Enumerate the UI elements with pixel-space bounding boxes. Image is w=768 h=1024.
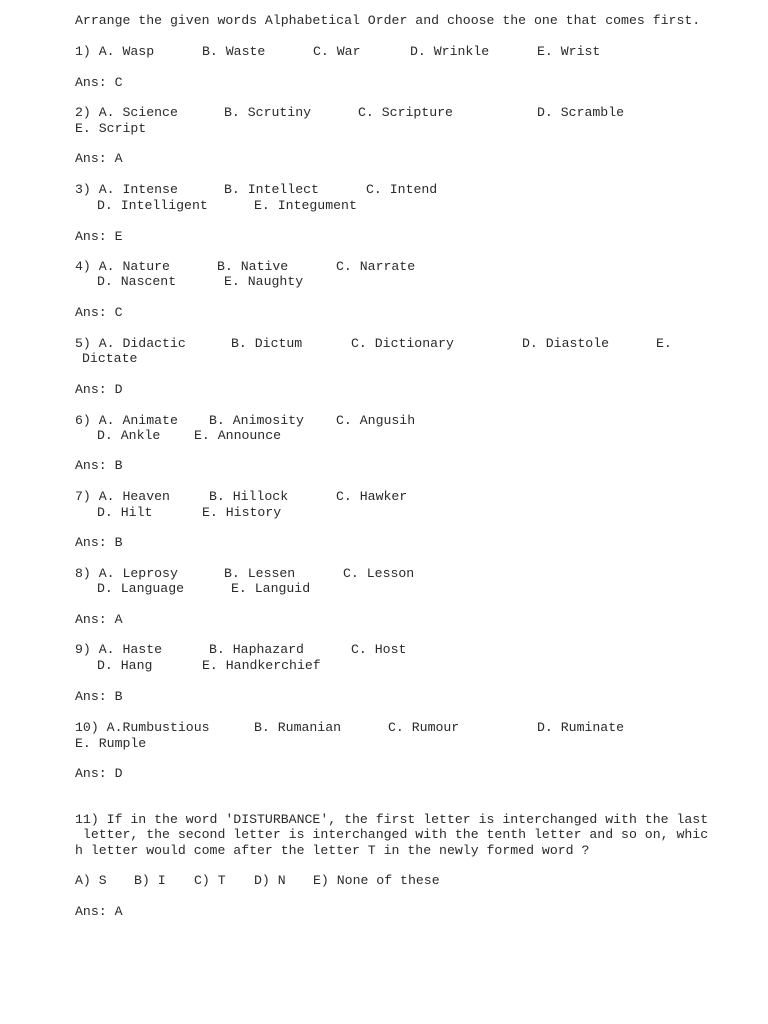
option: C. Rumour (388, 720, 460, 735)
instruction-text: Arrange the given words Alphabetical Order and choose the one that comes first. (75, 13, 701, 28)
option: D. Hilt (97, 505, 153, 520)
option: B) I (134, 873, 166, 888)
option: D. Scramble (537, 105, 625, 120)
option: B. Waste (202, 44, 266, 59)
option: E. Naughty (224, 274, 304, 289)
option: D. Nascent (97, 274, 177, 289)
option: E. History (202, 505, 282, 520)
option: B. Native (217, 259, 289, 274)
option: 3) A. Intense (75, 182, 178, 197)
option: B. Scrutiny (224, 105, 312, 120)
option: D. Language (97, 581, 185, 596)
option: C. Hawker (336, 489, 408, 504)
option: B. Haphazard (209, 642, 304, 657)
answer: Ans: C (75, 75, 123, 90)
option: B. Rumanian (254, 720, 342, 735)
answer: Ans: E (75, 229, 123, 244)
option: E. Integument (254, 198, 357, 213)
option: B. Animosity (209, 413, 304, 428)
option: C. War (313, 44, 361, 59)
option: D. Diastole (522, 336, 610, 351)
answer: Ans: A (75, 151, 123, 166)
option: A) S (75, 873, 107, 888)
option: C. Dictionary (351, 336, 454, 351)
option: C. Angusih (336, 413, 416, 428)
answer: Ans: B (75, 458, 123, 473)
option: C. Intend (366, 182, 438, 197)
option: 2) A. Science (75, 105, 178, 120)
question-text-line: 11) If in the word 'DISTURBANCE', the first letter is interchanged with the last (75, 812, 709, 827)
option: E. Languid (231, 581, 311, 596)
option: Dictate (82, 351, 138, 366)
answer: Ans: A (75, 612, 123, 627)
option: 10) A.Rumbustious (75, 720, 210, 735)
option: E) None of these (313, 873, 440, 888)
option: D. Hang (97, 658, 153, 673)
option: 4) A. Nature (75, 259, 170, 274)
question-text-line: letter, the second letter is interchanged with the tenth letter and so on, whic (75, 827, 709, 842)
option: B. Dictum (231, 336, 303, 351)
option: E. Handkerchief (202, 658, 321, 673)
option: D. Ankle (97, 428, 161, 443)
option: B. Lessen (224, 566, 296, 581)
answer: Ans: C (75, 305, 123, 320)
option: E. Script (75, 121, 147, 136)
option: 5) A. Didactic (75, 336, 186, 351)
answer: Ans: D (75, 766, 123, 781)
answer: Ans: D (75, 382, 123, 397)
option: D. Intelligent (97, 198, 208, 213)
option: C. Lesson (343, 566, 415, 581)
option: 7) A. Heaven (75, 489, 170, 504)
option: D. Ruminate (537, 720, 625, 735)
option: C. Host (351, 642, 407, 657)
option: C. Scripture (358, 105, 453, 120)
answer: Ans: B (75, 689, 123, 704)
option: E. (656, 336, 672, 351)
option: D. Wrinkle (410, 44, 490, 59)
option: B. Hillock (209, 489, 289, 504)
option: C. Narrate (336, 259, 416, 274)
option: C) T (194, 873, 226, 888)
option: D) N (254, 873, 286, 888)
option: B. Intellect (224, 182, 319, 197)
option: 9) A. Haste (75, 642, 163, 657)
answer: Ans: A (75, 904, 123, 919)
option: E. Announce (194, 428, 282, 443)
answer: Ans: B (75, 535, 123, 550)
option: E. Wrist (537, 44, 601, 59)
option: E. Rumple (75, 736, 147, 751)
option: 8) A. Leprosy (75, 566, 178, 581)
option: 1) A. Wasp (75, 44, 155, 59)
option: 6) A. Animate (75, 413, 178, 428)
question-text-line: h letter would come after the letter T in the newly formed word ? (75, 843, 590, 858)
